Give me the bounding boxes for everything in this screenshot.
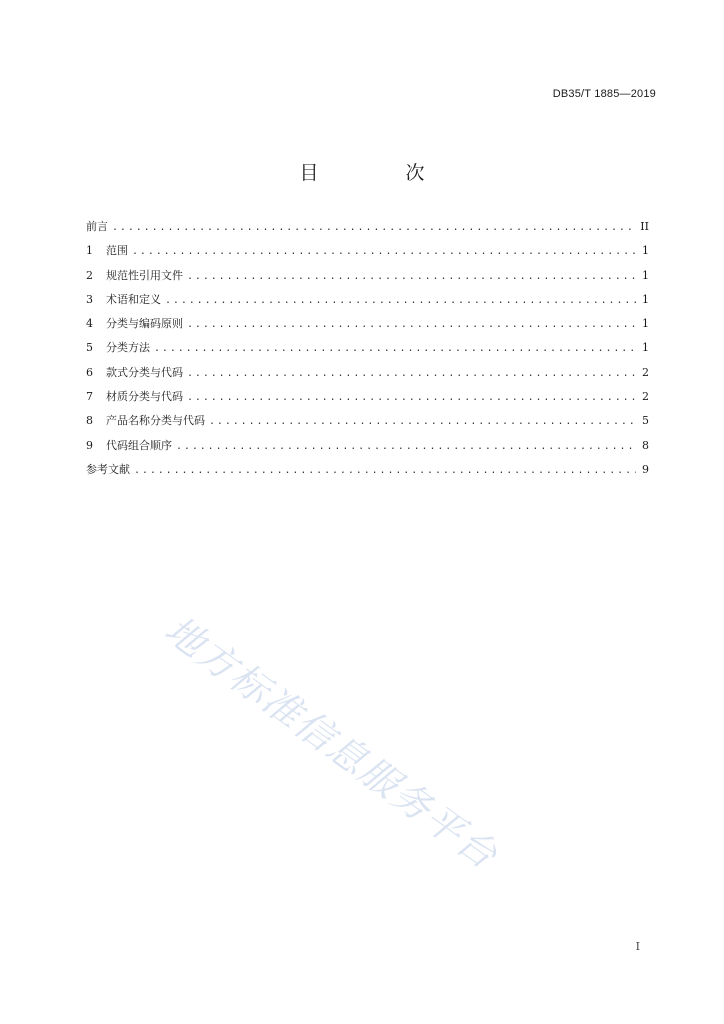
toc-dot-leader bbox=[112, 222, 634, 233]
toc-entry-label: 分类方法 bbox=[106, 341, 150, 355]
toc-dot-leader bbox=[187, 392, 636, 403]
toc-dot-leader bbox=[132, 246, 636, 257]
toc-entry-number: 4 bbox=[86, 317, 93, 331]
toc-entry-label: 规范性引用文件 bbox=[106, 268, 183, 282]
toc-entry-page: 1 bbox=[642, 244, 649, 258]
toc-entry-page: 2 bbox=[642, 390, 649, 404]
toc-entry-page: 2 bbox=[642, 365, 649, 379]
toc-entry[interactable] bbox=[86, 242, 649, 266]
document-code: DB35/T 1885—2019 bbox=[552, 88, 656, 100]
toc-entry[interactable] bbox=[86, 267, 649, 291]
toc-entry-label: 分类与编码原则 bbox=[106, 317, 183, 331]
toc-entry-number: 9 bbox=[86, 438, 93, 452]
toc-entry-number: 1 bbox=[86, 244, 93, 258]
toc-entry-label: 参考文献 bbox=[86, 462, 130, 476]
toc-entry[interactable] bbox=[86, 315, 649, 339]
toc-dot-leader bbox=[154, 343, 636, 354]
toc-entry[interactable] bbox=[86, 461, 649, 485]
toc-dot-leader bbox=[187, 368, 636, 379]
toc-entry-label: 范围 bbox=[106, 244, 128, 258]
toc-entry-page: 9 bbox=[642, 462, 649, 476]
toc-entry[interactable] bbox=[86, 339, 649, 363]
toc-dot-leader bbox=[165, 295, 636, 306]
toc-entry-page: 1 bbox=[642, 268, 649, 282]
toc-entry-page: 1 bbox=[642, 317, 649, 331]
toc-dot-leader bbox=[134, 465, 636, 476]
toc-entry[interactable] bbox=[86, 364, 649, 388]
toc-dot-leader bbox=[187, 271, 636, 282]
toc-entry[interactable] bbox=[86, 412, 649, 436]
toc-entry-label: 代码组合顺序 bbox=[106, 438, 172, 452]
toc-entry-page: 8 bbox=[642, 438, 649, 452]
toc-dot-leader bbox=[187, 319, 636, 330]
toc-entry[interactable] bbox=[86, 291, 649, 315]
toc-entry-number: 8 bbox=[86, 414, 93, 428]
table-of-contents bbox=[86, 218, 649, 485]
page-number: I bbox=[635, 940, 640, 953]
watermark: 地方标准信息服务平台 bbox=[156, 607, 507, 879]
toc-entry-label: 前言 bbox=[86, 220, 108, 233]
toc-entry-number: 5 bbox=[86, 341, 93, 355]
toc-entry[interactable] bbox=[86, 388, 649, 412]
toc-entry[interactable] bbox=[86, 437, 649, 461]
toc-dot-leader bbox=[176, 441, 636, 452]
toc-entry-number: 7 bbox=[86, 390, 93, 404]
toc-entry-number: 3 bbox=[86, 292, 93, 306]
toc-entry-page: 1 bbox=[642, 341, 649, 355]
toc-entry-page: 1 bbox=[642, 292, 649, 306]
toc-entry-number: 2 bbox=[86, 268, 93, 282]
toc-entry-page: 5 bbox=[642, 414, 649, 428]
toc-entry-label: 产品名称分类与代码 bbox=[106, 414, 205, 428]
page-title: 目 次 bbox=[299, 162, 459, 184]
toc-entry-label: 材质分类与代码 bbox=[106, 390, 183, 404]
toc-dot-leader bbox=[209, 416, 636, 427]
toc-entry-number: 6 bbox=[86, 365, 93, 379]
toc-entry-label: 款式分类与代码 bbox=[106, 365, 183, 379]
toc-entry[interactable] bbox=[86, 218, 649, 242]
toc-entry-page: II bbox=[640, 220, 649, 233]
toc-entry-label: 术语和定义 bbox=[106, 292, 161, 306]
